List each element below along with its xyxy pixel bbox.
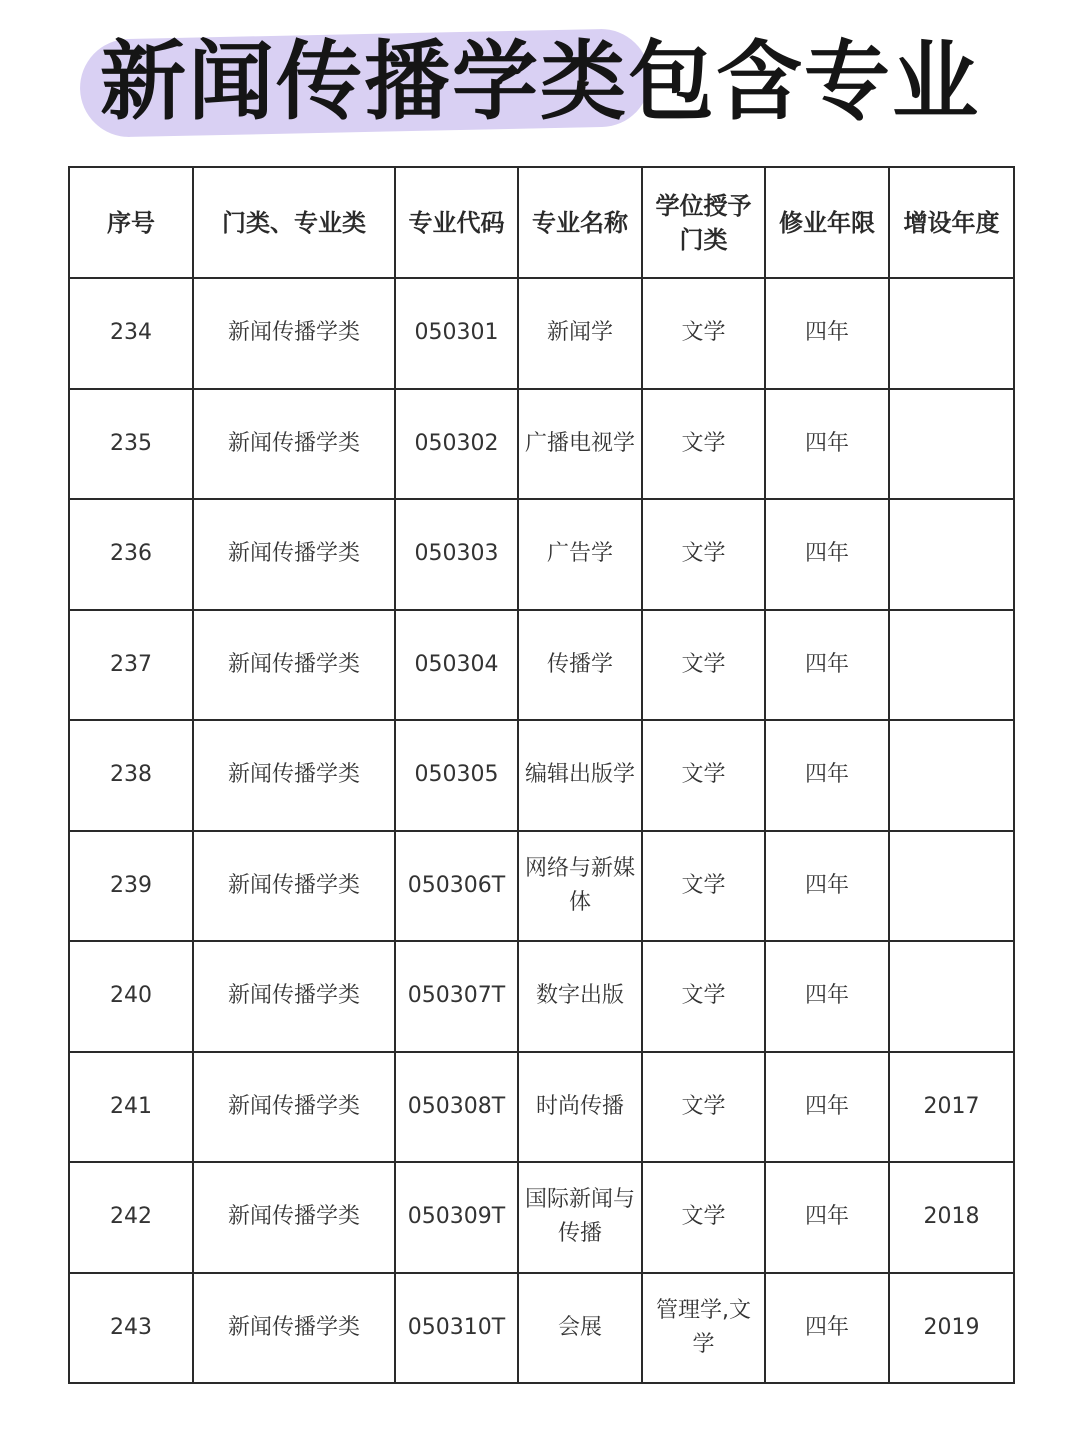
cell-years: 四年 <box>765 278 889 389</box>
cell-years: 四年 <box>765 941 889 1052</box>
cell-category: 新闻传播学类 <box>193 941 395 1052</box>
cell-category: 新闻传播学类 <box>193 1273 395 1384</box>
table-header-row <box>69 167 1014 278</box>
cell-years: 四年 <box>765 1273 889 1384</box>
table-row <box>69 831 1014 942</box>
cell-years: 四年 <box>765 720 889 831</box>
cell-category: 新闻传播学类 <box>193 389 395 500</box>
cell-category: 新闻传播学类 <box>193 1052 395 1163</box>
table-row <box>69 610 1014 721</box>
cell-degree: 文学 <box>642 278 765 389</box>
table-row <box>69 941 1014 1052</box>
cell-seq: 234 <box>69 278 193 389</box>
cell-added: 2018 <box>889 1162 1014 1273</box>
cell-category: 新闻传播学类 <box>193 1162 395 1273</box>
cell-code: 050308T <box>395 1052 518 1163</box>
table-row <box>69 720 1014 831</box>
cell-added <box>889 499 1014 610</box>
cell-name: 国际新闻与传播 <box>518 1162 642 1273</box>
cell-degree: 文学 <box>642 610 765 721</box>
cell-added <box>889 389 1014 500</box>
header-code: 专业代码 <box>395 167 518 278</box>
cell-added: 2019 <box>889 1273 1014 1384</box>
cell-category: 新闻传播学类 <box>193 278 395 389</box>
header-degree: 学位授予门类 <box>642 167 765 278</box>
cell-name: 新闻学 <box>518 278 642 389</box>
cell-degree: 文学 <box>642 720 765 831</box>
cell-code: 050301 <box>395 278 518 389</box>
cell-code: 050305 <box>395 720 518 831</box>
header-name: 专业名称 <box>518 167 642 278</box>
cell-seq: 239 <box>69 831 193 942</box>
cell-degree: 管理学,文学 <box>642 1273 765 1384</box>
cell-code: 050310T <box>395 1273 518 1384</box>
majors-table <box>68 166 1015 1384</box>
cell-degree: 文学 <box>642 941 765 1052</box>
table-row <box>69 499 1014 610</box>
cell-degree: 文学 <box>642 499 765 610</box>
cell-category: 新闻传播学类 <box>193 720 395 831</box>
cell-added <box>889 278 1014 389</box>
table-row <box>69 389 1014 500</box>
cell-name: 会展 <box>518 1273 642 1384</box>
cell-added: 2017 <box>889 1052 1014 1163</box>
cell-seq: 235 <box>69 389 193 500</box>
header-years: 修业年限 <box>765 167 889 278</box>
title-area <box>0 22 1080 152</box>
cell-category: 新闻传播学类 <box>193 499 395 610</box>
cell-degree: 文学 <box>642 389 765 500</box>
table-row <box>69 1273 1014 1384</box>
header-seq: 序号 <box>69 167 193 278</box>
header-category: 门类、专业类 <box>193 167 395 278</box>
cell-code: 050309T <box>395 1162 518 1273</box>
cell-added <box>889 610 1014 721</box>
cell-name: 广播电视学 <box>518 389 642 500</box>
header-added: 增设年度 <box>889 167 1014 278</box>
cell-name: 编辑出版学 <box>518 720 642 831</box>
cell-code: 050307T <box>395 941 518 1052</box>
cell-years: 四年 <box>765 389 889 500</box>
cell-degree: 文学 <box>642 1162 765 1273</box>
cell-years: 四年 <box>765 499 889 610</box>
cell-seq: 243 <box>69 1273 193 1384</box>
page-title: 新闻传播学类包含专业 <box>100 32 980 132</box>
cell-added <box>889 720 1014 831</box>
cell-degree: 文学 <box>642 831 765 942</box>
cell-category: 新闻传播学类 <box>193 610 395 721</box>
table-row <box>69 278 1014 389</box>
cell-years: 四年 <box>765 1162 889 1273</box>
cell-added <box>889 941 1014 1052</box>
cell-name: 传播学 <box>518 610 642 721</box>
cell-seq: 237 <box>69 610 193 721</box>
cell-code: 050302 <box>395 389 518 500</box>
table-row <box>69 1162 1014 1273</box>
cell-name: 广告学 <box>518 499 642 610</box>
cell-code: 050304 <box>395 610 518 721</box>
cell-name: 时尚传播 <box>518 1052 642 1163</box>
cell-seq: 238 <box>69 720 193 831</box>
cell-added <box>889 831 1014 942</box>
cell-name: 网络与新媒体 <box>518 831 642 942</box>
table-row <box>69 1052 1014 1163</box>
cell-years: 四年 <box>765 1052 889 1163</box>
cell-code: 050306T <box>395 831 518 942</box>
cell-degree: 文学 <box>642 1052 765 1163</box>
cell-years: 四年 <box>765 831 889 942</box>
cell-name: 数字出版 <box>518 941 642 1052</box>
cell-seq: 241 <box>69 1052 193 1163</box>
cell-seq: 242 <box>69 1162 193 1273</box>
cell-code: 050303 <box>395 499 518 610</box>
cell-seq: 240 <box>69 941 193 1052</box>
cell-category: 新闻传播学类 <box>193 831 395 942</box>
cell-seq: 236 <box>69 499 193 610</box>
cell-years: 四年 <box>765 610 889 721</box>
